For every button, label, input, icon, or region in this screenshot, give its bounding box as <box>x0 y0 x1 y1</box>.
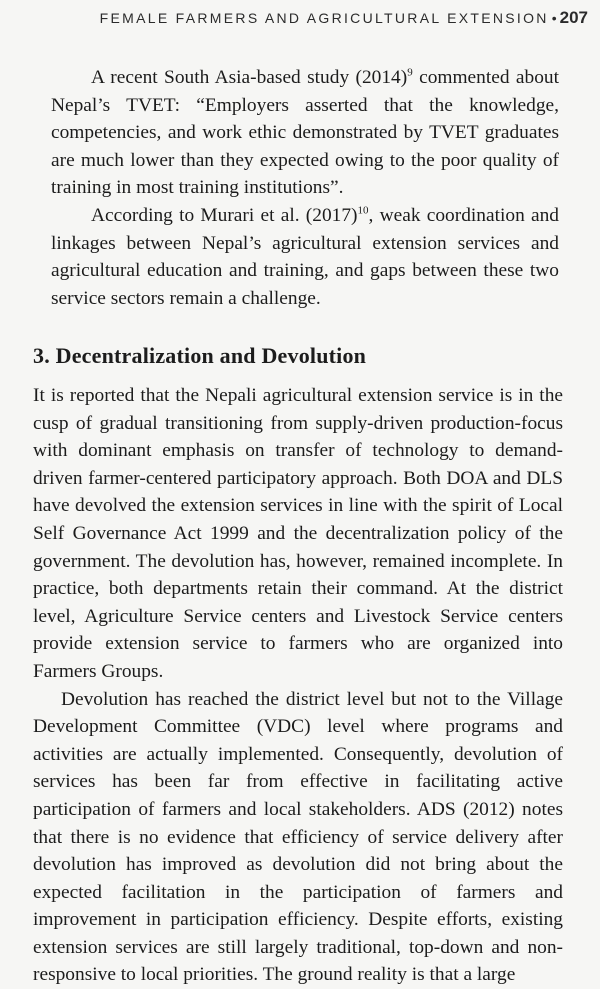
header-separator: • <box>551 10 557 26</box>
paragraph-extension-service: It is reported that the Nepali agricultural extension service is in the cusp of gradual transitioning from supply-driven production-focus with dominant emphasis on transfer of technology to demand-driven farmer-centered participatory approach. Both DOA and DLS have devolved the extension services in line with the spirit of Local Self Governance Act 1999 and the decentralization policy of the government. The devolution has, however, remained incomplete. In practice, both departments retain their command. At the district level, Agriculture Service centers and Livestock Service centers provide extension service to farmers who are organized into Farmers Groups. <box>33 385 563 682</box>
paragraph-text: , weak coordination and linkages between Nepal’s agricultural extension services and agricultural education and training, and gaps between these two service sectors remain a challenge. <box>51 204 559 309</box>
section-body <box>33 382 563 989</box>
paragraph-text: A recent South Asia-based study (2014) <box>91 67 408 88</box>
section-heading: 3. Decentralization and Devolution <box>33 343 367 368</box>
paragraph-text: commented about Nepal’s TVET: “Employers asserted that the knowledge, competencies, and work ethic demonstrated by TVET graduates are much lower than they expected owing to the poor quality of training in most training institutions”. <box>51 67 560 199</box>
paragraph-devolution: Devolution has reached the district level but not to the Village Development Committee (VDC) level where programs and activities are actually implemented. Consequently, devolution of services has been far from effective in facilitating active participation of farmers and local stakeholders. ADS (2012) notes that there is no evidence that efficiency of service delivery after devolution has improved as devolution did not bring about the expected facilitation in the participation of farmers and improvement in participation efficiency. Despite efforts, existing extension services are still largely traditional, top-down and non-responsive to local priorities. The ground reality is that a large <box>33 688 563 986</box>
intro-text <box>51 64 559 312</box>
running-title: FEMALE FARMERS AND AGRICULTURAL EXTENSION <box>99 10 549 26</box>
running-header <box>100 8 588 28</box>
page-number: 207 <box>559 8 588 27</box>
footnote-ref-10: 10 <box>357 204 369 217</box>
paragraph-tvet-study <box>51 64 559 202</box>
footnote-ref-9: 9 <box>407 66 413 79</box>
paragraph-murari <box>51 202 559 312</box>
paragraph-text: According to Murari et al. (2017) <box>91 204 358 226</box>
